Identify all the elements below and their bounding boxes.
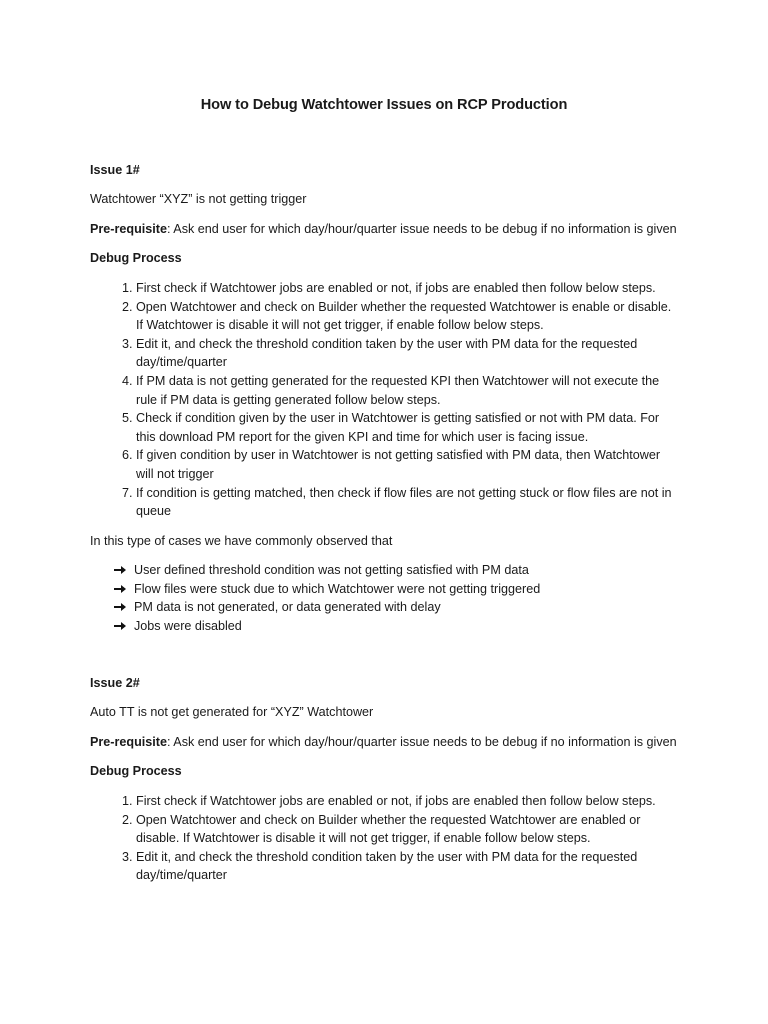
list-item: 4. If PM data is not getting generated for the requested KPI then Watchtower will not execute the rule if PM data is getting generated follow below steps. [136,372,678,409]
issue-1-debug-heading: Debug Process [90,251,182,266]
observation-text: Jobs were disabled [134,619,242,634]
observation-text: PM data is not generated, or data generated with delay [134,600,441,615]
section-spacer [90,636,678,674]
issue-1-heading: Issue 1# [90,162,140,177]
arrow-right-icon [114,565,126,575]
list-item [114,580,678,599]
issue-2-statement: Auto TT is not get generated for “XYZ” Watchtower [90,705,374,720]
issue-1-prerequisite [90,220,678,239]
prerequisite-label: Pre-requisite [90,221,167,236]
list-item: 3. Edit it, and check the threshold condition taken by the user with PM data for the requested day/time/quarter [136,335,678,372]
prerequisite-text: : Ask end user for which day/hour/quarter issue needs to be debug if no information is given [167,221,677,236]
arrow-right-icon [114,621,126,631]
issue-1-observations [90,561,678,635]
issue-2-heading: Issue 2# [90,675,140,690]
issue-1-steps [90,279,678,521]
prerequisite-label: Pre-requisite [90,734,167,749]
list-item: 6. If given condition by user in Watchtower is not getting satisfied with PM data, then Watchtower will not trigger [136,446,678,483]
issue-1-statement: Watchtower “XYZ” is not getting trigger [90,192,307,207]
issue-2-prerequisite [90,733,678,752]
list-item [114,561,678,580]
issue-2-steps [90,792,678,885]
list-item: 7. If condition is getting matched, then check if flow files are not getting stuck or flow files are not in queue [136,484,678,521]
list-item [114,617,678,636]
observation-text: User defined threshold condition was not getting satisfied with PM data [134,563,529,578]
list-item [114,598,678,617]
issue-2-debug-heading: Debug Process [90,764,182,779]
issue-1-observed-intro: In this type of cases we have commonly observed that [90,533,393,548]
list-item: 3. Edit it, and check the threshold condition taken by the user with PM data for the requested day/time/quarter [136,848,678,885]
issue-1-section [90,161,678,636]
issue-2-section [90,674,678,885]
list-item: 1. First check if Watchtower jobs are enabled or not, if jobs are enabled then follow below steps. [136,792,678,811]
document-title: How to Debug Watchtower Issues on RCP Production [200,97,568,113]
list-item: 2. Open Watchtower and check on Builder whether the requested Watchtower are enabled or disable. If Watchtower is disable it will not get trigger, if enable follow below steps. [136,811,678,848]
arrow-right-icon [114,602,126,612]
list-item: 2. Open Watchtower and check on Builder whether the requested Watchtower is enable or disable. If Watchtower is disable it will not get trigger, if enable follow below steps. [136,298,678,335]
prerequisite-text: : Ask end user for which day/hour/quarter issue needs to be debug if no information is given [167,734,677,749]
observation-text: Flow files were stuck due to which Watchtower were not getting triggered [134,581,541,596]
list-item: 5. Check if condition given by the user in Watchtower is getting satisfied or not with PM data. For this download PM report for the given KPI and time for which user is facing issue. [136,409,678,446]
arrow-right-icon [114,584,126,594]
list-item: 1. First check if Watchtower jobs are enabled or not, if jobs are enabled then follow below steps. [136,279,678,298]
